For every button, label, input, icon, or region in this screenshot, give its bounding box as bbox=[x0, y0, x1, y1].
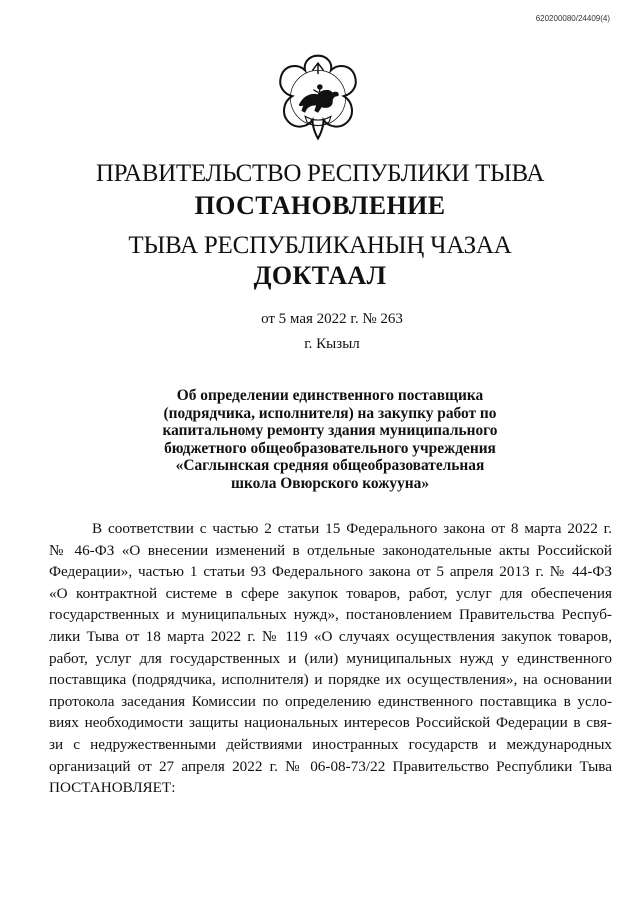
subject-line: «Саглынская средняя общеобразовательная bbox=[175, 457, 485, 475]
tuva-coat-of-arms-icon bbox=[272, 52, 364, 144]
government-name-ru: ПРАВИТЕЛЬСТВО РЕСПУБЛИКИ ТЫВА bbox=[95, 160, 545, 187]
body-line: поставщика (подрядчика, исполнителя) и порядке их осуществления», на основании bbox=[49, 671, 612, 689]
body-line: № 46-ФЗ «О внесении изменений в отдельные законодательные акты Российской bbox=[49, 541, 612, 559]
decree-title-tv: ДОКТААЛ bbox=[253, 261, 387, 290]
subject-line: Об определении единственного поставщика bbox=[176, 387, 484, 404]
body-line: организаций от 27 апреля 2022 г. № 06-08-73/22 Правительство Республики Тыва bbox=[49, 757, 612, 775]
body-line: лики Тыва от 18 марта 2022 г. № 119 «О случаях осуществления закупок товаров, bbox=[49, 627, 612, 645]
body-line: Федерации», частью 1 статьи 93 Федерального закона от 5 апреля 2013 г. № 44-ФЗ bbox=[49, 563, 612, 581]
government-name-tv: ТЫВА РЕСПУБЛИКАНЫҢ ЧАЗАА bbox=[128, 232, 512, 259]
decree-city: г. Кызыл bbox=[304, 336, 360, 352]
subject-line: капитальному ремонту здания муниципального bbox=[162, 422, 498, 440]
subject-line: бюджетного общеобразовательного учреждения bbox=[164, 439, 496, 457]
subject-line: школа Овюрского кожууна» bbox=[230, 474, 430, 492]
document-code: 620200080/24409(4) bbox=[535, 14, 610, 23]
body-line: работ, услуг для государственных и (или) муниципальных нужд у единственного bbox=[49, 649, 612, 667]
body-line: В соответствии с частью 2 статьи 15 Федерального закона от 8 марта 2022 г. bbox=[92, 520, 612, 537]
body-line: «О контрактной системе в сфере закупок товаров, работ, услуг для обеспечения bbox=[49, 584, 612, 602]
body-line: зи с недружественными действиями иностранных государств и международных bbox=[49, 735, 612, 753]
decree-date-number: от 5 мая 2022 г. № 263 bbox=[261, 311, 403, 327]
decree-title-ru: ПОСТАНОВЛЕНИЕ bbox=[194, 191, 446, 220]
subject-line: (подрядчика, исполнителя) на закупку работ по bbox=[163, 404, 497, 422]
decree-subject bbox=[150, 387, 510, 493]
body-line: протокола заседания Комиссии по определению единственного поставщика в усло- bbox=[49, 692, 612, 710]
decree-body bbox=[49, 518, 612, 799]
body-line: ПОСТАНОВЛЯЕТ: bbox=[49, 779, 176, 797]
body-line: государственных и муниципальных нужд», постановлением Правительства Респуб- bbox=[49, 606, 612, 624]
body-line: виях необходимости защиты национальных интересов Российской Федерации в свя- bbox=[49, 714, 612, 732]
